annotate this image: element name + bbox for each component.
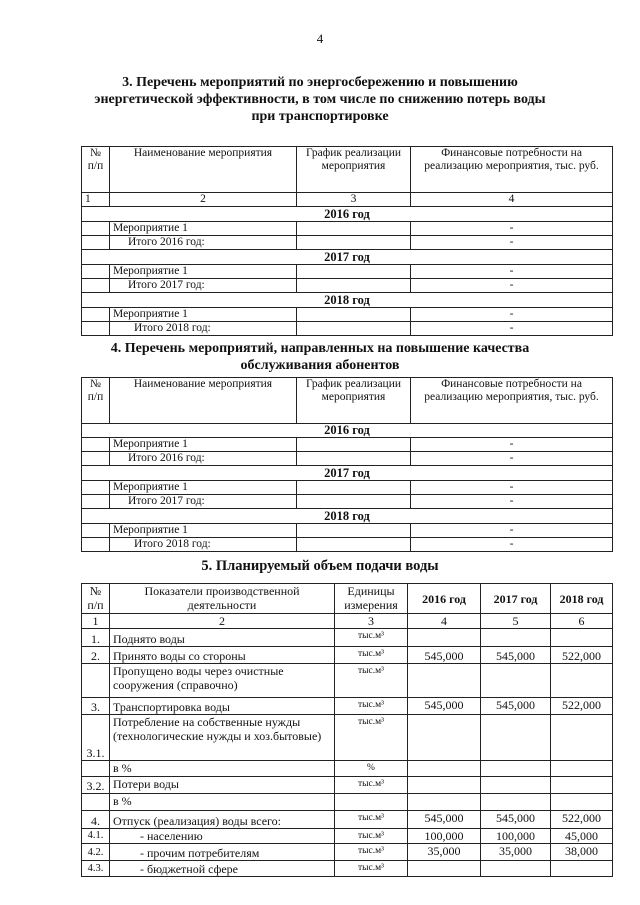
item-name: Мероприятие 1 [110, 265, 297, 279]
row-unit: тыс.м³ [335, 698, 408, 715]
row-number: 3.1. [82, 715, 110, 761]
header-finance: Финансовые потребности на реализацию мероприятия, тыс. руб. [411, 147, 613, 193]
value-2016 [408, 715, 481, 761]
value-2016: 35,000 [408, 844, 481, 861]
col-number: 1 [82, 193, 110, 207]
section3-table [81, 146, 613, 336]
table-row [82, 222, 613, 236]
value-2018: 45,000 [551, 829, 613, 844]
section4-title-line2: обслуживания абонентов [240, 358, 400, 373]
item-value: - [411, 524, 613, 538]
table-row [82, 761, 613, 777]
value-2018 [551, 794, 613, 811]
row-name: Потери воды [110, 777, 335, 794]
header-2017: 2017 год [481, 584, 551, 614]
value-2017 [481, 861, 551, 877]
row-number: 3. [82, 698, 110, 715]
header-2016: 2016 год [408, 584, 481, 614]
row-number: 4. [82, 811, 110, 829]
row-name: в % [110, 794, 335, 811]
item-value: - [411, 222, 613, 236]
row-number: 4.3. [82, 861, 110, 877]
row-unit: тыс.м³ [335, 715, 408, 761]
row-unit: тыс.м³ [335, 811, 408, 829]
value-2017 [481, 794, 551, 811]
value-2016: 100,000 [408, 829, 481, 844]
section3-title-line1: 3. Перечень мероприятий по энергосбережению и повышению [122, 75, 518, 90]
table-row [82, 829, 613, 844]
col-number: 3 [335, 614, 408, 629]
year-row: 2018 год [82, 509, 613, 524]
header-2018: 2018 год [551, 584, 613, 614]
table-row [82, 438, 613, 452]
header-name: Наименование мероприятия [110, 147, 297, 193]
row-number: 1. [82, 629, 110, 647]
value-2016: 545,000 [408, 698, 481, 715]
value-2016 [408, 761, 481, 777]
table-header-row [82, 378, 613, 424]
section4-table [81, 377, 613, 552]
row-number [82, 664, 110, 698]
value-2017: 545,000 [481, 647, 551, 664]
table-row [82, 777, 613, 794]
item-name: Мероприятие 1 [110, 524, 297, 538]
value-2017 [481, 777, 551, 794]
table-row [82, 715, 613, 761]
table-row [82, 265, 613, 279]
table-row [82, 322, 613, 336]
total-label: Итого 2017 год: [110, 495, 297, 509]
row-unit: % [335, 761, 408, 777]
table-row [82, 844, 613, 861]
total-label: Итого 2018 год: [110, 322, 297, 336]
row-name: в % [110, 761, 335, 777]
row-number [82, 761, 110, 777]
table-row [82, 308, 613, 322]
value-2016 [408, 861, 481, 877]
table-row [82, 794, 613, 811]
row-number: 2. [82, 647, 110, 664]
value-2016: 545,000 [408, 647, 481, 664]
header-unit: Единицы измерения [335, 584, 408, 614]
row-name: - прочим потребителям [110, 844, 335, 861]
year-row: 2016 год [82, 424, 613, 438]
value-2018 [551, 761, 613, 777]
table-row [82, 495, 613, 509]
total-value: - [411, 452, 613, 466]
item-value: - [411, 308, 613, 322]
row-name: Потребление на собственные нужды (технологические нужды и хоз.бытовые) [110, 715, 335, 761]
table-row [82, 811, 613, 829]
value-2016 [408, 664, 481, 698]
row-unit: тыс.м³ [335, 844, 408, 861]
item-value: - [411, 265, 613, 279]
table-row [82, 698, 613, 715]
row-number: 4.2. [82, 844, 110, 861]
value-2017: 35,000 [481, 844, 551, 861]
section3-title [0, 74, 640, 125]
row-number: 4.1. [82, 829, 110, 844]
total-label: Итого 2016 год: [110, 452, 297, 466]
row-name: - бюджетной сфере [110, 861, 335, 877]
value-2018 [551, 777, 613, 794]
column-numbers-row [82, 193, 613, 207]
header-num: № п/п [82, 378, 110, 424]
item-value: - [411, 481, 613, 495]
section4-title [0, 340, 640, 374]
table-row [82, 452, 613, 466]
value-2016 [408, 629, 481, 647]
item-name: Мероприятие 1 [110, 438, 297, 452]
value-2017: 100,000 [481, 829, 551, 844]
col-number: 6 [551, 614, 613, 629]
table-row [82, 481, 613, 495]
table-row [82, 664, 613, 698]
row-unit: тыс.м³ [335, 861, 408, 877]
header-indicator: Показатели производственной деятельности [110, 584, 335, 614]
item-value: - [411, 438, 613, 452]
row-unit: тыс.м³ [335, 647, 408, 664]
col-number: 5 [481, 614, 551, 629]
column-numbers-row [82, 614, 613, 629]
table-row [82, 629, 613, 647]
item-name: Мероприятие 1 [110, 308, 297, 322]
total-value: - [411, 279, 613, 293]
row-name: - населению [110, 829, 335, 844]
value-2016: 545,000 [408, 811, 481, 829]
col-number: 2 [110, 193, 297, 207]
col-number: 4 [411, 193, 613, 207]
item-name: Мероприятие 1 [110, 481, 297, 495]
item-name: Мероприятие 1 [110, 222, 297, 236]
value-2018 [551, 861, 613, 877]
table-header-row [82, 147, 613, 193]
page-number: 4 [316, 31, 324, 46]
section4-title-line1: 4. Перечень мероприятий, направленных на повышение качества [110, 341, 530, 356]
table-row [82, 647, 613, 664]
section5-table [81, 583, 613, 877]
value-2018: 522,000 [551, 811, 613, 829]
total-value: - [411, 495, 613, 509]
col-number: 4 [408, 614, 481, 629]
row-name: Пропущено воды через очистные сооружения (справочно) [110, 664, 335, 698]
year-row: 2016 год [82, 207, 613, 222]
value-2017 [481, 761, 551, 777]
value-2018 [551, 629, 613, 647]
row-name: Транспортировка воды [110, 698, 335, 715]
row-unit [335, 794, 408, 811]
table-row [82, 861, 613, 877]
section5-title: 5. Планируемый объем подачи воды [201, 558, 439, 574]
col-number: 3 [297, 193, 411, 207]
year-row: 2017 год [82, 466, 613, 481]
value-2017 [481, 664, 551, 698]
value-2017: 545,000 [481, 698, 551, 715]
table-header-row [82, 584, 613, 614]
section3-title-line3: при транспортировке [251, 109, 389, 124]
total-label: Итого 2018 год: [110, 538, 297, 552]
row-unit: тыс.м³ [335, 777, 408, 794]
value-2016 [408, 794, 481, 811]
header-finance: Финансовые потребности на реализацию мероприятия, тыс. руб. [411, 378, 613, 424]
row-name: Принято воды со стороны [110, 647, 335, 664]
total-label: Итого 2017 год: [110, 279, 297, 293]
value-2018: 522,000 [551, 698, 613, 715]
total-label: Итого 2016 год: [110, 236, 297, 250]
table-row [82, 236, 613, 250]
value-2018 [551, 664, 613, 698]
table-row [82, 524, 613, 538]
row-unit: тыс.м³ [335, 664, 408, 698]
row-unit: тыс.м³ [335, 829, 408, 844]
header-name: Наименование мероприятия [110, 378, 297, 424]
value-2018: 38,000 [551, 844, 613, 861]
year-row: 2018 год [82, 293, 613, 308]
value-2017 [481, 715, 551, 761]
value-2018 [551, 715, 613, 761]
section3-title-line2: энергетической эффективности, в том числе по снижению потерь воды [94, 92, 546, 107]
total-value: - [411, 322, 613, 336]
row-name: Отпуск (реализация) воды всего: [110, 811, 335, 829]
total-value: - [411, 236, 613, 250]
value-2017: 545,000 [481, 811, 551, 829]
row-name: Поднято воды [110, 629, 335, 647]
value-2016 [408, 777, 481, 794]
header-schedule: График реализации мероприятия [297, 147, 411, 193]
year-row: 2017 год [82, 250, 613, 265]
total-value: - [411, 538, 613, 552]
row-unit: тыс.м³ [335, 629, 408, 647]
col-number: 2 [110, 614, 335, 629]
header-schedule: График реализации мероприятия [297, 378, 411, 424]
row-number [82, 794, 110, 811]
header-num: № п/п [82, 584, 110, 614]
value-2017 [481, 629, 551, 647]
table-row [82, 538, 613, 552]
header-num: № п/п [82, 147, 110, 193]
table-row [82, 279, 613, 293]
row-number: 3.2. [82, 777, 110, 794]
value-2018: 522,000 [551, 647, 613, 664]
col-number: 1 [82, 614, 110, 629]
